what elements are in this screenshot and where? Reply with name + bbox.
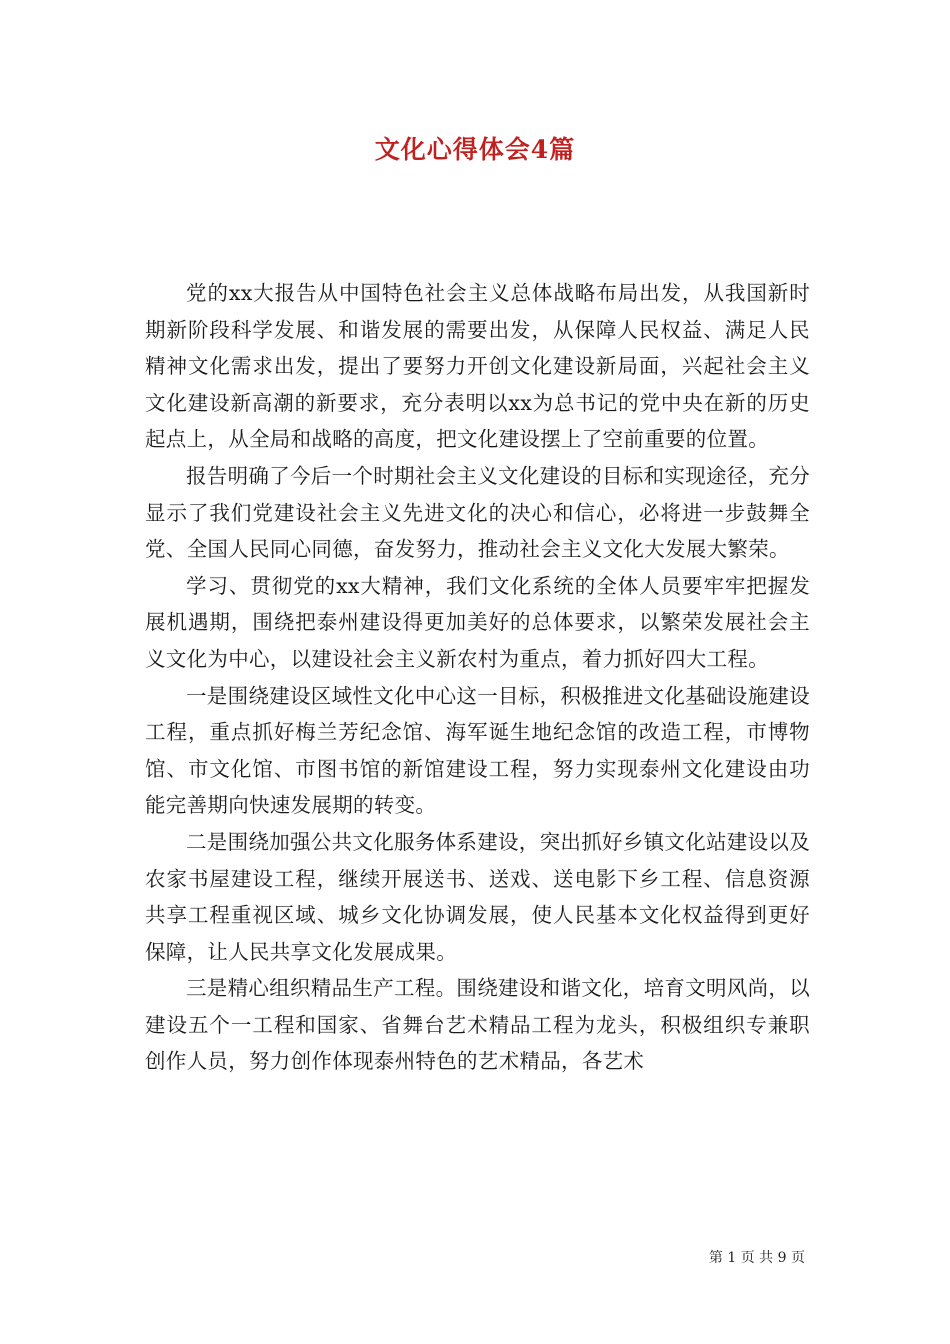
paragraph-3: 学习、贯彻党的xx大精神，我们文化系统的全体人员要牢牢把握发展机遇期，围绕把泰州建设得更加美好的总体要求，以繁荣发展社会主义文化为中心，以建设社会主义新农村为重点，着力抓好四大工程。 <box>145 573 810 671</box>
page-number: 第 1 页 共 9 页 <box>708 1250 805 1266</box>
paragraph-5: 二是围绕加强公共文化服务体系建设，突出抓好乡镇文化站建设以及农家书屋建设工程，继续开展送书、送戏、送电影下乡工程、信息资源共享工程重视区域、城乡文化协调发展，使人民基本文化权益得到更好保障，让人民共享文化发展成果。 <box>145 829 810 964</box>
paragraph-2: 报告明确了今后一个时期社会主义文化建设的目标和实现途径，充分显示了我们党建设社会主义先进文化的决心和信心，必将进一步鼓舞全党、全国人民同心同德，奋发努力，推动社会主义文化大发展大繁荣。 <box>145 463 810 562</box>
document-title: 文化心得体会4篇 <box>374 135 576 164</box>
paragraph-4: 一是围绕建设区域性文化中心这一目标，积极推进文化基础设施建设工程，重点抓好梅兰芳纪念馆、海军诞生地纪念馆的改造工程，市博物馆、市文化馆、市图书馆的新馆建设工程，努力实现泰州文化建设由功能完善期向快速发展期的转变。 <box>145 683 810 818</box>
paragraph-6: 三是精心组织精品生产工程。围绕建设和谐文化，培育文明风尚，以建设五个一工程和国家、省舞台艺术精品工程为龙头，积极组织专兼职创作人员，努力创作体现泰州特色的艺术精品，各艺术 <box>145 976 810 1074</box>
document-body <box>145 275 810 1080</box>
paragraph-1: 党的xx大报告从中国特色社会主义总体战略布局出发，从我国新时期新阶段科学发展、和谐发展的需要出发，从保障人民权益、满足人民精神文化需求出发，提出了要努力开创文化建设新局面，兴起社会主义文化建设新高潮的新要求，充分表明以xx为总书记的党中央在新的历史起点上，从全局和战略的高度，把文化建设摆上了空前重要的位置。 <box>145 281 810 452</box>
